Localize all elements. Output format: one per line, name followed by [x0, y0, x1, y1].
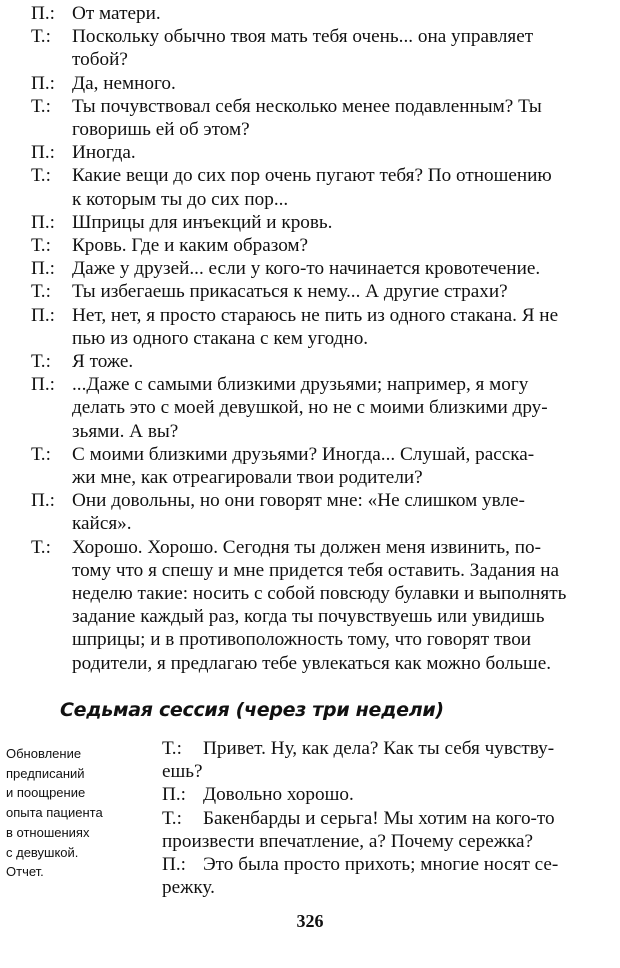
line-text: Ты избегаешь прикасаться к нему... А другие страхи?: [72, 281, 508, 303]
line-text: С моими близкими друзьями? Иногда... Слушай, расска-: [72, 443, 535, 465]
line-text: жи мне, как отреагировали твои родители?: [72, 467, 423, 489]
line-text: шприцы; и в противоположность тому, что говорят твои: [72, 629, 532, 651]
dialogue-line: [31, 536, 613, 559]
speaker-label: П.:: [31, 490, 55, 512]
line-text: ...Даже с самыми близкими друзьями; например, я могу: [72, 374, 529, 396]
line-text: Поскольку обычно твоя мать тебя очень... она управляет: [72, 26, 534, 48]
line-text: тобой?: [72, 49, 128, 71]
dialogue-line: [31, 466, 613, 489]
line-text: Бакенбарды и серьга! Мы хотим на кого-то: [203, 807, 555, 829]
line-text: ешь?: [162, 761, 203, 783]
speaker-label: П.:: [31, 72, 55, 94]
line-text: Даже у друзей... если у кого-то начинается кровотечение.: [72, 258, 541, 280]
dialogue-line: [162, 830, 612, 853]
line-text: Они довольны, но они говорят мне: «Не слишком увле-: [72, 490, 525, 512]
dialogue-line: [31, 25, 613, 48]
dialogue-line: [31, 512, 613, 535]
margin-note-line: Обновление: [6, 746, 82, 761]
dialogue-line: [31, 373, 613, 396]
line-text: родители, я предлагаю тебе увлекаться как можно больше.: [72, 652, 552, 674]
margin-note-line: в отношениях: [6, 824, 90, 840]
dialogue-line: [31, 443, 613, 466]
line-text: неделю такие: носить с собой повсюду булавки и выполнять: [72, 583, 567, 605]
speaker-label: П.:: [31, 304, 55, 326]
line-text: Да, немного.: [72, 72, 176, 94]
margin-note-line: опыта пациента: [6, 805, 103, 821]
line-text: Иногда.: [72, 142, 136, 164]
margin-note-line: и поощрение: [6, 785, 86, 801]
line-text: режку.: [162, 877, 215, 899]
line-text: От матери.: [72, 3, 161, 24]
line-text: Кровь. Где и каким образом?: [72, 235, 309, 257]
dialogue-line: [31, 2, 613, 25]
dialogue: [31, 2, 613, 675]
line-text: Я тоже.: [72, 351, 134, 373]
margin-note: [6, 744, 156, 882]
speaker-label: Т.:: [31, 235, 51, 257]
line-text: задание каждый раз, когда ты почувствуешь или увидишь: [72, 606, 545, 628]
dialogue-line: [31, 118, 613, 141]
speaker-label: Т.:: [31, 351, 51, 373]
speaker-label: Т.:: [162, 738, 182, 759]
dialogue-line: [31, 582, 613, 605]
line-text: говоришь ей об этом?: [72, 119, 250, 141]
line-text: Это была просто прихоть; многие носят се-: [203, 854, 559, 876]
line-text: произвести впечатление, а? Почему сережка?: [162, 830, 534, 852]
line-text: Ты почувствовал себя несколько менее подавленным? Ты: [72, 95, 542, 117]
speaker-label: Т.:: [31, 95, 51, 117]
line-text: делать это с моей девушкой, но не с моими близкими дру-: [72, 397, 548, 419]
dialogue-line: [31, 188, 613, 211]
line-text: Какие вещи до сих пор очень пугают тебя? По отношению: [72, 165, 552, 187]
page-number: 326: [296, 911, 324, 931]
dialogue-line: [31, 605, 613, 628]
session-dialogue: [162, 737, 612, 899]
dialogue-line: [31, 234, 613, 257]
line-text: кайся».: [72, 513, 132, 535]
dialogue-line: [31, 327, 613, 350]
line-text: Хорошо. Хорошо. Сегодня ты должен меня извинить, по-: [72, 536, 541, 558]
dialogue-line: [162, 876, 612, 899]
dialogue-line: [31, 95, 613, 118]
speaker-label: Т.:: [31, 536, 51, 558]
dialogue-line: [162, 807, 612, 830]
dialogue-line: [31, 304, 613, 327]
speaker-label: П.:: [31, 258, 55, 280]
dialogue-line: [31, 489, 613, 512]
dialogue-line: [162, 737, 612, 760]
margin-note-line: предписаний: [6, 765, 85, 781]
speaker-label: П.:: [31, 211, 55, 233]
dialogue-line: [31, 257, 613, 280]
margin-note-line: с девушкой.: [6, 844, 79, 860]
dialogue-line: [31, 559, 613, 582]
speaker-label: П.:: [31, 374, 55, 396]
speaker-label: Т.:: [31, 443, 51, 465]
dialogue-line: [31, 396, 613, 419]
speaker-label: Т.:: [31, 165, 51, 187]
speaker-label: Т.:: [31, 281, 51, 303]
line-text: Привет. Ну, как дела? Как ты себя чувству-: [203, 738, 555, 759]
speaker-label: Т.:: [31, 26, 51, 48]
speaker-label: П.:: [31, 142, 55, 164]
dialogue-line: [31, 48, 613, 71]
speaker-label: П.:: [162, 854, 186, 876]
line-text: Шприцы для инъекций и кровь.: [72, 211, 333, 233]
speaker-label: П.:: [31, 3, 55, 24]
dialogue-line: [31, 164, 613, 187]
dialogue-line: [31, 280, 613, 303]
margin-note-line: Отчет.: [6, 864, 44, 880]
dialogue-line: [162, 783, 612, 806]
dialogue-line: [31, 141, 613, 164]
line-text: пью из одного стакана с кем угодно.: [72, 327, 369, 349]
dialogue-line: [31, 628, 613, 651]
dialogue-line: [31, 652, 613, 675]
line-text: зьями. А вы?: [72, 420, 179, 442]
dialogue-line: [31, 350, 613, 373]
line-text: к которым ты до сих пор...: [72, 188, 289, 210]
line-text: тому что я спешу и мне придется тебя оставить. Задания на: [72, 559, 560, 581]
line-text: Нет, нет, я просто стараюсь не пить из одного стакана. Я не: [72, 304, 559, 326]
dialogue-line: [162, 853, 612, 876]
dialogue-line: [162, 760, 612, 783]
dialogue-line: [31, 72, 613, 95]
dialogue-line: [31, 420, 613, 443]
speaker-label: Т.:: [162, 807, 182, 829]
dialogue-line: [31, 211, 613, 234]
line-text: Довольно хорошо.: [203, 784, 354, 806]
session-heading: Седьмая сессия (через три недели): [60, 699, 444, 721]
speaker-label: П.:: [162, 784, 186, 806]
